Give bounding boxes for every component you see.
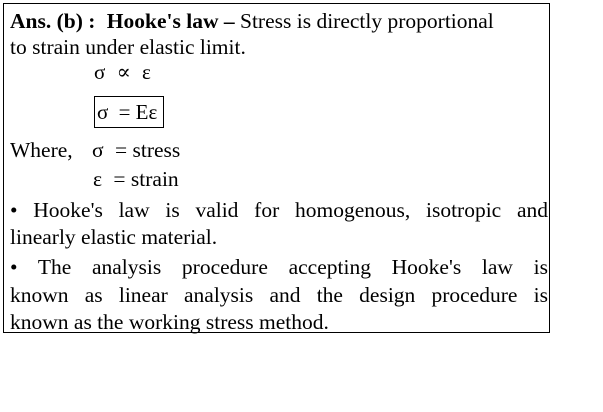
answer-box <box>3 3 550 333</box>
epsilon-symbol: ε <box>93 167 103 191</box>
where-label: Where, <box>10 138 73 162</box>
equals-operator: = <box>118 100 131 124</box>
boxed-formula <box>94 96 164 128</box>
epsilon-line <box>93 167 179 191</box>
statement-line-2: to strain under elastic limit. <box>10 35 246 59</box>
bullet-icon: • <box>10 198 18 222</box>
answer-title: Hooke's law – <box>106 9 235 33</box>
epsilon-symbol: ε <box>142 60 151 84</box>
sigma-symbol: σ <box>97 100 109 124</box>
statement-line-1: Stress is directly proportional <box>240 9 494 33</box>
answer-label: Ans. (b) : <box>10 9 96 33</box>
bullet-1-line-2: linearly elastic material. <box>10 225 218 249</box>
where-sigma-line <box>10 138 180 162</box>
bullet-2-line-1 <box>10 255 548 279</box>
answer-heading-line <box>10 9 494 33</box>
bullet-1-text: Hooke's law is valid for homogenous, isotropic and <box>33 198 549 222</box>
sigma-symbol: σ <box>92 138 104 162</box>
bullet-2-line-2: known as linear analysis and the design procedure is <box>10 283 548 307</box>
bullet-1-line-1 <box>10 198 548 222</box>
young-modulus-times-strain: Eε <box>135 100 158 124</box>
bullet-2-text: The analysis procedure accepting Hooke's law is <box>37 255 548 279</box>
sigma-symbol: σ <box>94 60 106 84</box>
proportional-operator: ∝ <box>116 60 131 84</box>
sigma-meaning: = stress <box>115 138 181 162</box>
proportionality-formula <box>94 60 151 84</box>
bullet-icon: • <box>10 255 18 279</box>
epsilon-meaning: = strain <box>113 167 179 191</box>
bullet-2-line-3: known as the working stress method. <box>10 310 329 334</box>
